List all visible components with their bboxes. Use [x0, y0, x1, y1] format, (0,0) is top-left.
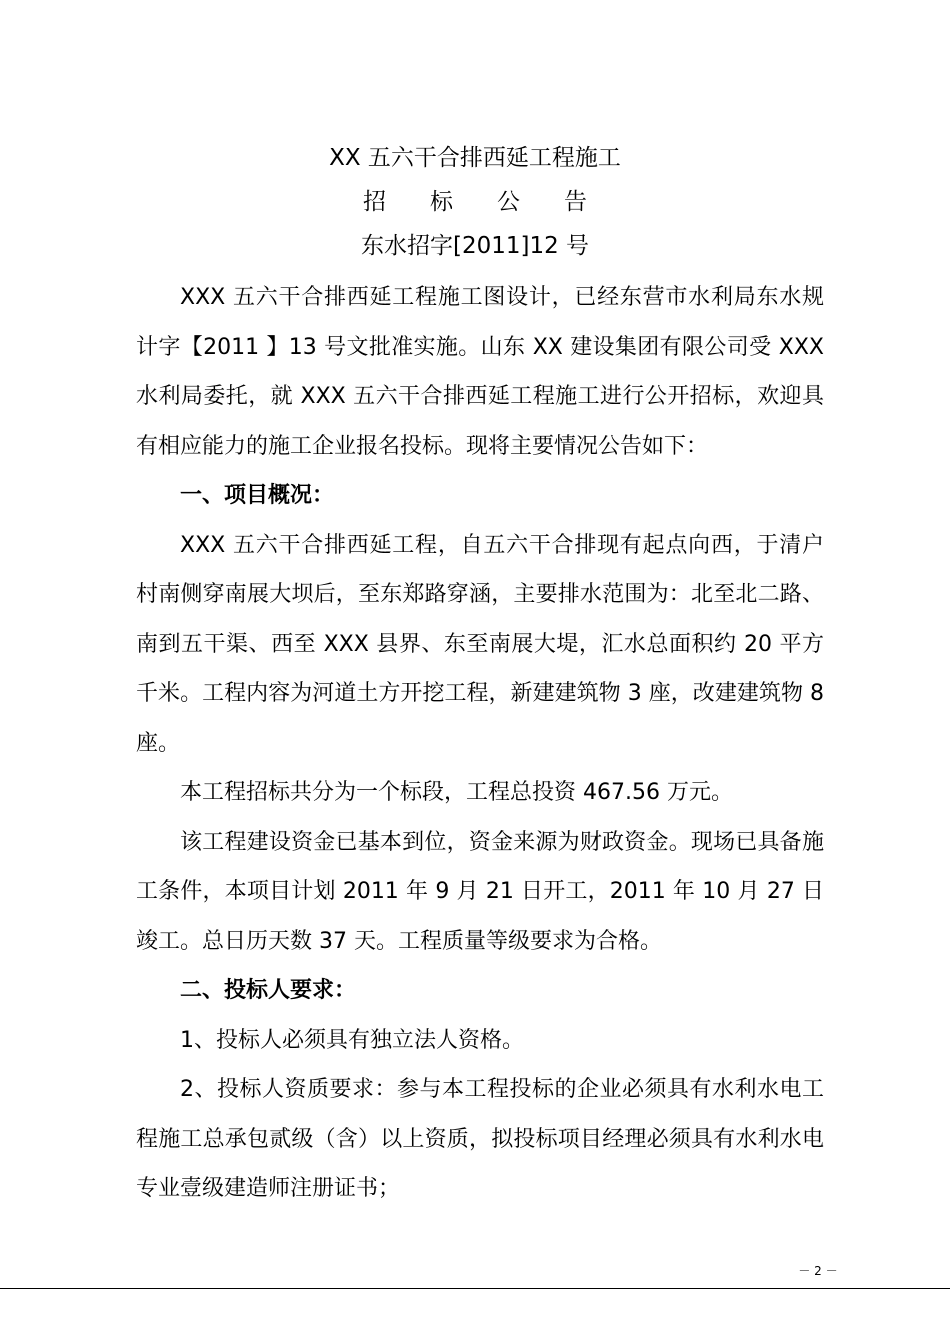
- document-number: 东水招字[2011]12 号: [360, 233, 590, 259]
- section-heading-bidder-requirements: 二、投标人要求：: [180, 978, 357, 1003]
- paragraph-requirement-2: 2、投标人资质要求：参与本工程投标的企业必须具有水利水电工程施工总承包贰级（含）以上资质，拟投标项目经理必须具有水利水电专业壹级建造师注册证书；: [136, 1077, 824, 1201]
- announcement-title-char: 告: [564, 189, 587, 215]
- announcement-title: [0, 180, 950, 224]
- paragraph-investment: 本工程招标共分为一个标段，工程总投资 467.56 万元。: [180, 780, 733, 805]
- announcement-title-char: 公: [497, 189, 520, 215]
- paragraph-funding-schedule: 该工程建设资金已基本到位，资金来源为财政资金。现场已具备施工条件，本项目计划 2011 年 9 月 21 日开工，2011 年 10 月 27 日竣工。总日历天数 37 天。工程质量等级要求为合格。: [136, 829, 824, 954]
- page-number: － 2 －: [798, 1264, 838, 1278]
- project-title: XX 五六干合排西延工程施工: [329, 145, 621, 171]
- announcement-title-char: 招: [363, 189, 386, 215]
- document-body: [136, 273, 824, 1214]
- paragraph-project-scope: XXX 五六干合排西延工程，自五六干合排现有起点向西，于清户村南侧穿南展大坝后，至东郑路穿涵，主要排水范围为：北至北二路、南到五干渠、西至 XXX 县界、东至南展大堤，汇水总面积约 20 平方千米。工程内容为河道土方开挖工程，新建建筑物 3 座，改建建筑物 8 座。: [136, 532, 824, 756]
- paragraph-intro: XXX 五六干合排西延工程施工图设计，已经东营市水利局东水规计字【2011 】13 号文批准实施。山东 XX 建设集团有限公司受 XXX 水利局委托，就 XXX 五六干合排西延工程施工进行公开招标，欢迎具有相应能力的施工企业报名投标。现将主要情况公告如下：: [136, 285, 824, 459]
- footer-rule: [0, 1288, 950, 1289]
- title-block: [0, 136, 950, 268]
- section-heading-project-overview: 一、项目概况：: [180, 483, 335, 508]
- announcement-title-char: 标: [430, 189, 453, 215]
- paragraph-requirement-1: 1、投标人必须具有独立法人资格。: [180, 1027, 524, 1053]
